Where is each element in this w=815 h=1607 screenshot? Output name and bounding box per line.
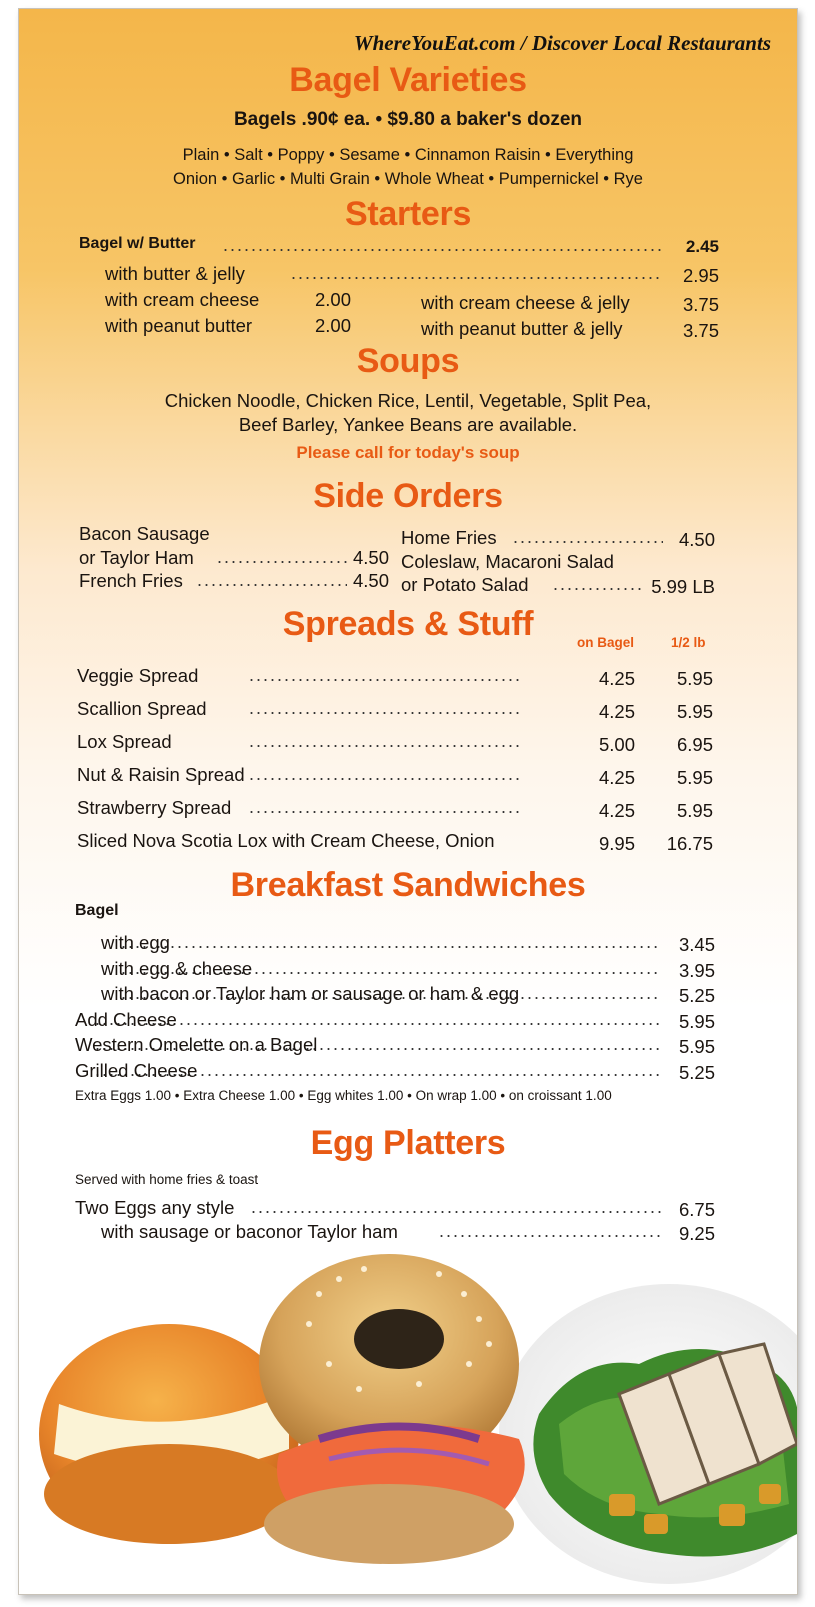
side-home-fries-label: Home Fries bbox=[401, 527, 497, 548]
side-dot-leader bbox=[553, 574, 643, 595]
site-header[interactable]: WhereYouEat.com / Discover Local Restaurants bbox=[353, 31, 771, 55]
soups-line1: Chicken Noodle, Chicken Rice, Lentil, Vegetable, Split Pea, bbox=[164, 390, 652, 411]
side-bacon-line2: or Taylor Ham bbox=[79, 547, 194, 568]
soups-title: Soups bbox=[356, 342, 460, 380]
starter-peanut-butter-price: 2.00 bbox=[315, 315, 352, 336]
spread-item-bagel-price: 5.00 bbox=[598, 734, 635, 755]
breakfast-extras: Extra Eggs 1.00 • Extra Cheese 1.00 • Egg whites 1.00 • On wrap 1.00 • on croissant 1.00 bbox=[75, 1088, 612, 1103]
side-dot-leader bbox=[197, 570, 347, 591]
spread-item-name: Sliced Nova Scotia Lox with Cream Cheese, Onion bbox=[77, 830, 495, 851]
spread-item-halflb-price: 16.75 bbox=[666, 833, 713, 854]
platter-dot-leader bbox=[251, 1197, 661, 1218]
platter-item-name: Two Eggs any style bbox=[75, 1197, 235, 1218]
food-photo bbox=[19, 1224, 797, 1594]
platter-item-price: 9.25 bbox=[678, 1223, 715, 1244]
spread-item-bagel-price: 4.25 bbox=[598, 668, 635, 689]
breakfast-item-name: with egg bbox=[101, 932, 170, 953]
starter-cream-cheese-price: 2.00 bbox=[315, 289, 352, 310]
platter-item-price: 6.75 bbox=[678, 1199, 715, 1220]
breakfast-item-price: 3.95 bbox=[678, 959, 715, 981]
side-dot-leader bbox=[217, 547, 347, 568]
spread-item-name: Lox Spread bbox=[77, 731, 172, 752]
menu-page bbox=[18, 8, 798, 1595]
starter-cc-jelly-price: 3.75 bbox=[682, 294, 719, 315]
spread-dot-leader bbox=[249, 665, 519, 686]
spread-dot-leader bbox=[249, 698, 519, 719]
starter-peanut-butter-label: with peanut butter bbox=[105, 315, 253, 336]
bagel-varieties-line2: Onion • Garlic • Multi Grain • Whole Wheat • Pumpernickel • Rye bbox=[173, 170, 643, 188]
spread-item-bagel-price: 4.25 bbox=[598, 701, 635, 722]
spread-dot-leader bbox=[249, 764, 519, 785]
spread-item-bagel-price: 4.25 bbox=[598, 800, 635, 821]
starter-cream-cheese-label: with cream cheese bbox=[105, 289, 260, 310]
bagel-varieties-line1: Plain • Salt • Poppy • Sesame • Cinnamon Raisin • Everything bbox=[182, 146, 634, 164]
breakfast-title: Breakfast Sandwiches bbox=[230, 866, 586, 904]
starter-cc-jelly-label: with cream cheese & jelly bbox=[421, 292, 630, 313]
spread-item-bagel-price: 4.25 bbox=[598, 767, 635, 788]
spread-item-halflb-price: 6.95 bbox=[676, 734, 713, 755]
side-bacon-price: 4.50 bbox=[352, 547, 389, 568]
starter-dot-leader bbox=[223, 235, 663, 256]
starter-bagel-butter-price: 2.45 bbox=[685, 237, 719, 256]
spread-item-name: Nut & Raisin Spread bbox=[77, 764, 245, 785]
breakfast-item-price: 5.25 bbox=[678, 1061, 715, 1083]
spread-item-bagel-price: 9.95 bbox=[598, 833, 635, 854]
side-orders-title: Side Orders bbox=[313, 477, 503, 515]
side-home-fries-price: 4.50 bbox=[678, 529, 715, 550]
breakfast-item-name: Grilled Cheese bbox=[75, 1059, 198, 1081]
spread-item-name: Scallion Spread bbox=[77, 698, 207, 719]
spreads-col-bagel-header: on Bagel bbox=[577, 635, 635, 650]
side-salad-line1: Coleslaw, Macaroni Salad bbox=[401, 551, 614, 572]
spreads-title: Spreads & Stuff bbox=[282, 605, 534, 643]
starter-dot-leader bbox=[291, 263, 661, 284]
spread-item-halflb-price: 5.95 bbox=[676, 668, 713, 689]
spread-item-name: Strawberry Spread bbox=[77, 797, 232, 818]
starters-title: Starters bbox=[344, 195, 472, 233]
breakfast-item-name: Add Cheese bbox=[75, 1008, 177, 1030]
egg-platters-note: Served with home fries & toast bbox=[75, 1172, 259, 1187]
starter-pb-jelly-price: 3.75 bbox=[682, 320, 719, 341]
bagel-price-line: Bagels .90¢ ea. • $9.80 a baker's dozen bbox=[233, 109, 583, 130]
starter-bagel-butter-label: Bagel w/ Butter bbox=[79, 235, 196, 252]
starter-butter-jelly-price: 2.95 bbox=[682, 265, 719, 286]
breakfast-item-name: with bacon or Taylor ham or sausage or ham & egg bbox=[101, 983, 520, 1004]
side-fries-price: 4.50 bbox=[352, 570, 389, 591]
spreads-col-halflb-header: 1/2 lb bbox=[671, 635, 706, 650]
side-bacon-line1: Bacon Sausage bbox=[79, 523, 210, 544]
side-fries-label: French Fries bbox=[79, 570, 183, 591]
breakfast-item-price: 5.25 bbox=[678, 985, 715, 1006]
breakfast-dot-leader bbox=[121, 932, 659, 953]
spread-item-name: Veggie Spread bbox=[77, 665, 199, 686]
side-salad-line2: or Potato Salad bbox=[401, 574, 529, 595]
spread-item-halflb-price: 5.95 bbox=[676, 701, 713, 722]
bagel-varieties-title: Bagel Varieties bbox=[289, 61, 527, 99]
starter-pb-jelly-label: with peanut butter & jelly bbox=[421, 318, 623, 339]
breakfast-item-price: 5.95 bbox=[678, 1036, 715, 1057]
breakfast-bagel-label: Bagel bbox=[75, 902, 119, 919]
side-dot-leader bbox=[513, 527, 663, 548]
platter-item-name: with sausage or baconor Taylor ham bbox=[101, 1221, 398, 1242]
breakfast-dot-leader bbox=[95, 1009, 659, 1030]
breakfast-item-price: 3.45 bbox=[678, 934, 715, 955]
side-salad-price: 5.99 LB bbox=[651, 576, 715, 597]
breakfast-item-name: Western Omelette on a Bagel bbox=[75, 1034, 318, 1055]
spread-dot-leader bbox=[249, 731, 519, 752]
soups-line2: Beef Barley, Yankee Beans are available. bbox=[238, 414, 578, 435]
soups-note: Please call for today's soup bbox=[296, 443, 520, 462]
spread-item-halflb-price: 5.95 bbox=[676, 800, 713, 821]
spread-dot-leader bbox=[249, 797, 519, 818]
spread-item-halflb-price: 5.95 bbox=[676, 767, 713, 788]
starter-butter-jelly-label: with butter & jelly bbox=[105, 263, 245, 284]
breakfast-item-price: 5.95 bbox=[678, 1010, 715, 1032]
breakfast-item-name: with egg & cheese bbox=[101, 957, 253, 979]
egg-platters-title: Egg Platters bbox=[310, 1124, 506, 1162]
